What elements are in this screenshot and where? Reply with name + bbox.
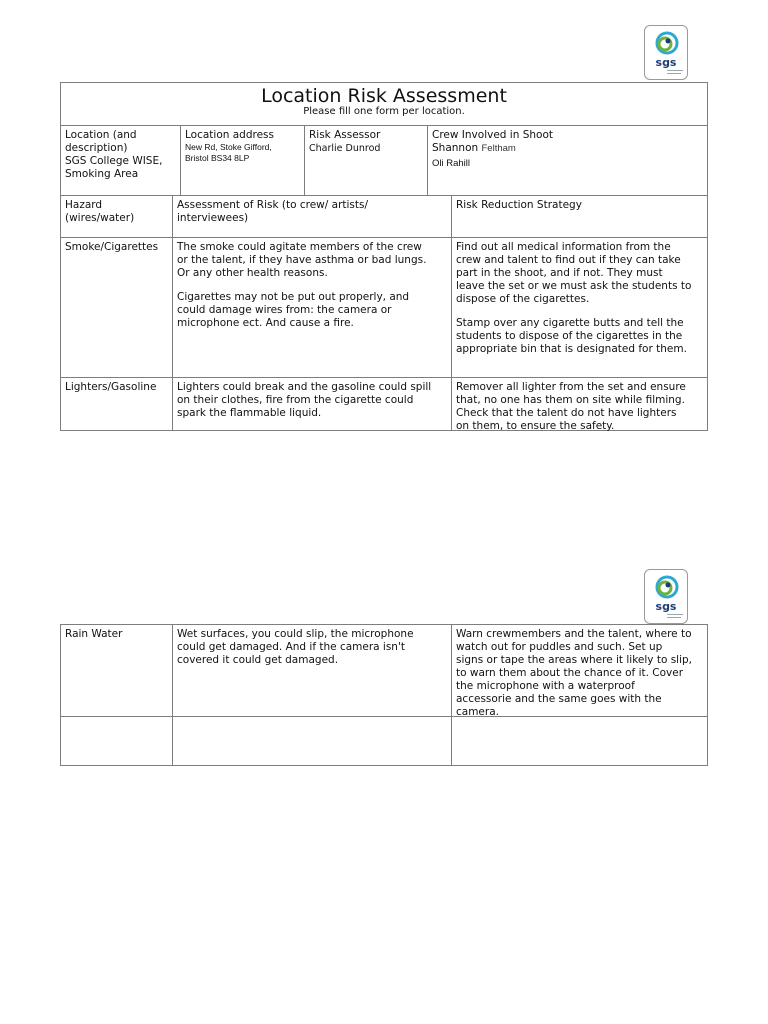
crew-label: Crew Involved in Shoot <box>432 129 553 141</box>
row-1-strategy-p2: Stamp over any cigarette butts and tell the students to dispose of the cigarettes in the appropriate bin that is designated for them. <box>456 317 687 355</box>
sgs-logo-page-2 <box>644 569 688 624</box>
sgs-logo <box>644 25 688 80</box>
row-1-assessment <box>172 237 452 378</box>
address-cell <box>180 125 305 196</box>
location-cell: Location (and description) SGS College WISE, Smoking Area <box>60 125 181 196</box>
assessor-cell <box>304 125 428 196</box>
address-value: New Rd, Stoke Gifford, Bristol BS34 8LP <box>185 142 272 163</box>
row-2-hazard: Lighters/Gasoline <box>60 377 173 431</box>
page-title: Location Risk Assessment <box>261 85 507 107</box>
address-label: Location address <box>185 129 274 141</box>
crew-cell <box>427 125 708 196</box>
crew-first-surname: Feltham <box>481 143 516 154</box>
assessor-label: Risk Assessor <box>309 129 381 141</box>
row-3-assessment: Wet surfaces, you could slip, the microphone could get damaged. And if the camera isn't covered it could get damaged. <box>172 624 452 717</box>
row-3-strategy: Warn crewmembers and the talent, where to watch out for puddles and such. Set up signs or tape the areas where it likely to slip, to warn them about the chance of it. Cover the microphone with a waterproof accessorie and the same goes with the camera. <box>451 624 708 717</box>
sgs-swirl-icon <box>654 575 680 599</box>
col-header-assessment: Assessment of Risk (to crew/ artists/ interviewees) <box>172 195 452 238</box>
row-4-hazard <box>60 716 173 766</box>
row-1-strategy <box>451 237 708 378</box>
sgs-swirl-icon <box>654 31 680 55</box>
logo-text: sgs <box>655 56 677 69</box>
form-header <box>60 82 708 126</box>
row-4-assessment <box>172 716 452 766</box>
row-3-hazard: Rain Water <box>60 624 173 717</box>
row-2-strategy: Remover all lighter from the set and ensure that, no one has them on site while filming. Check that the talent do not have lighters on them, to ensure the safety. <box>451 377 708 431</box>
crew-second: Oli Rahill <box>432 158 471 169</box>
row-1-hazard: Smoke/Cigarettes <box>60 237 173 378</box>
crew-first-name: Shannon <box>432 142 479 154</box>
page-subtitle: Please fill one form per location. <box>303 106 465 117</box>
col-header-strategy: Risk Reduction Strategy <box>451 195 708 238</box>
row-1-assessment-p1: The smoke could agitate members of the crew or the talent, if they have asthma or bad lungs. Or any other health reasons. <box>177 241 427 279</box>
row-1-strategy-p1: Find out all medical information from the crew and talent to find out if they can take part in the shoot, and if not. They must leave the set or we must ask the students to dispose of the cigarettes. <box>456 241 692 305</box>
logo-text: sgs <box>655 600 677 613</box>
row-1-assessment-p2: Cigarettes may not be put out properly, and could damage wires from: the camera or microphone ect. And cause a fire. <box>177 291 410 329</box>
row-2-assessment: Lighters could break and the gasoline could spill on their clothes, fire from the cigarette could spark the flammable liquid. <box>172 377 452 431</box>
row-4-strategy <box>451 716 708 766</box>
assessor-value: Charlie Dunrod <box>309 143 381 154</box>
col-header-hazard: Hazard (wires/water) <box>60 195 173 238</box>
crew-list <box>432 142 703 170</box>
